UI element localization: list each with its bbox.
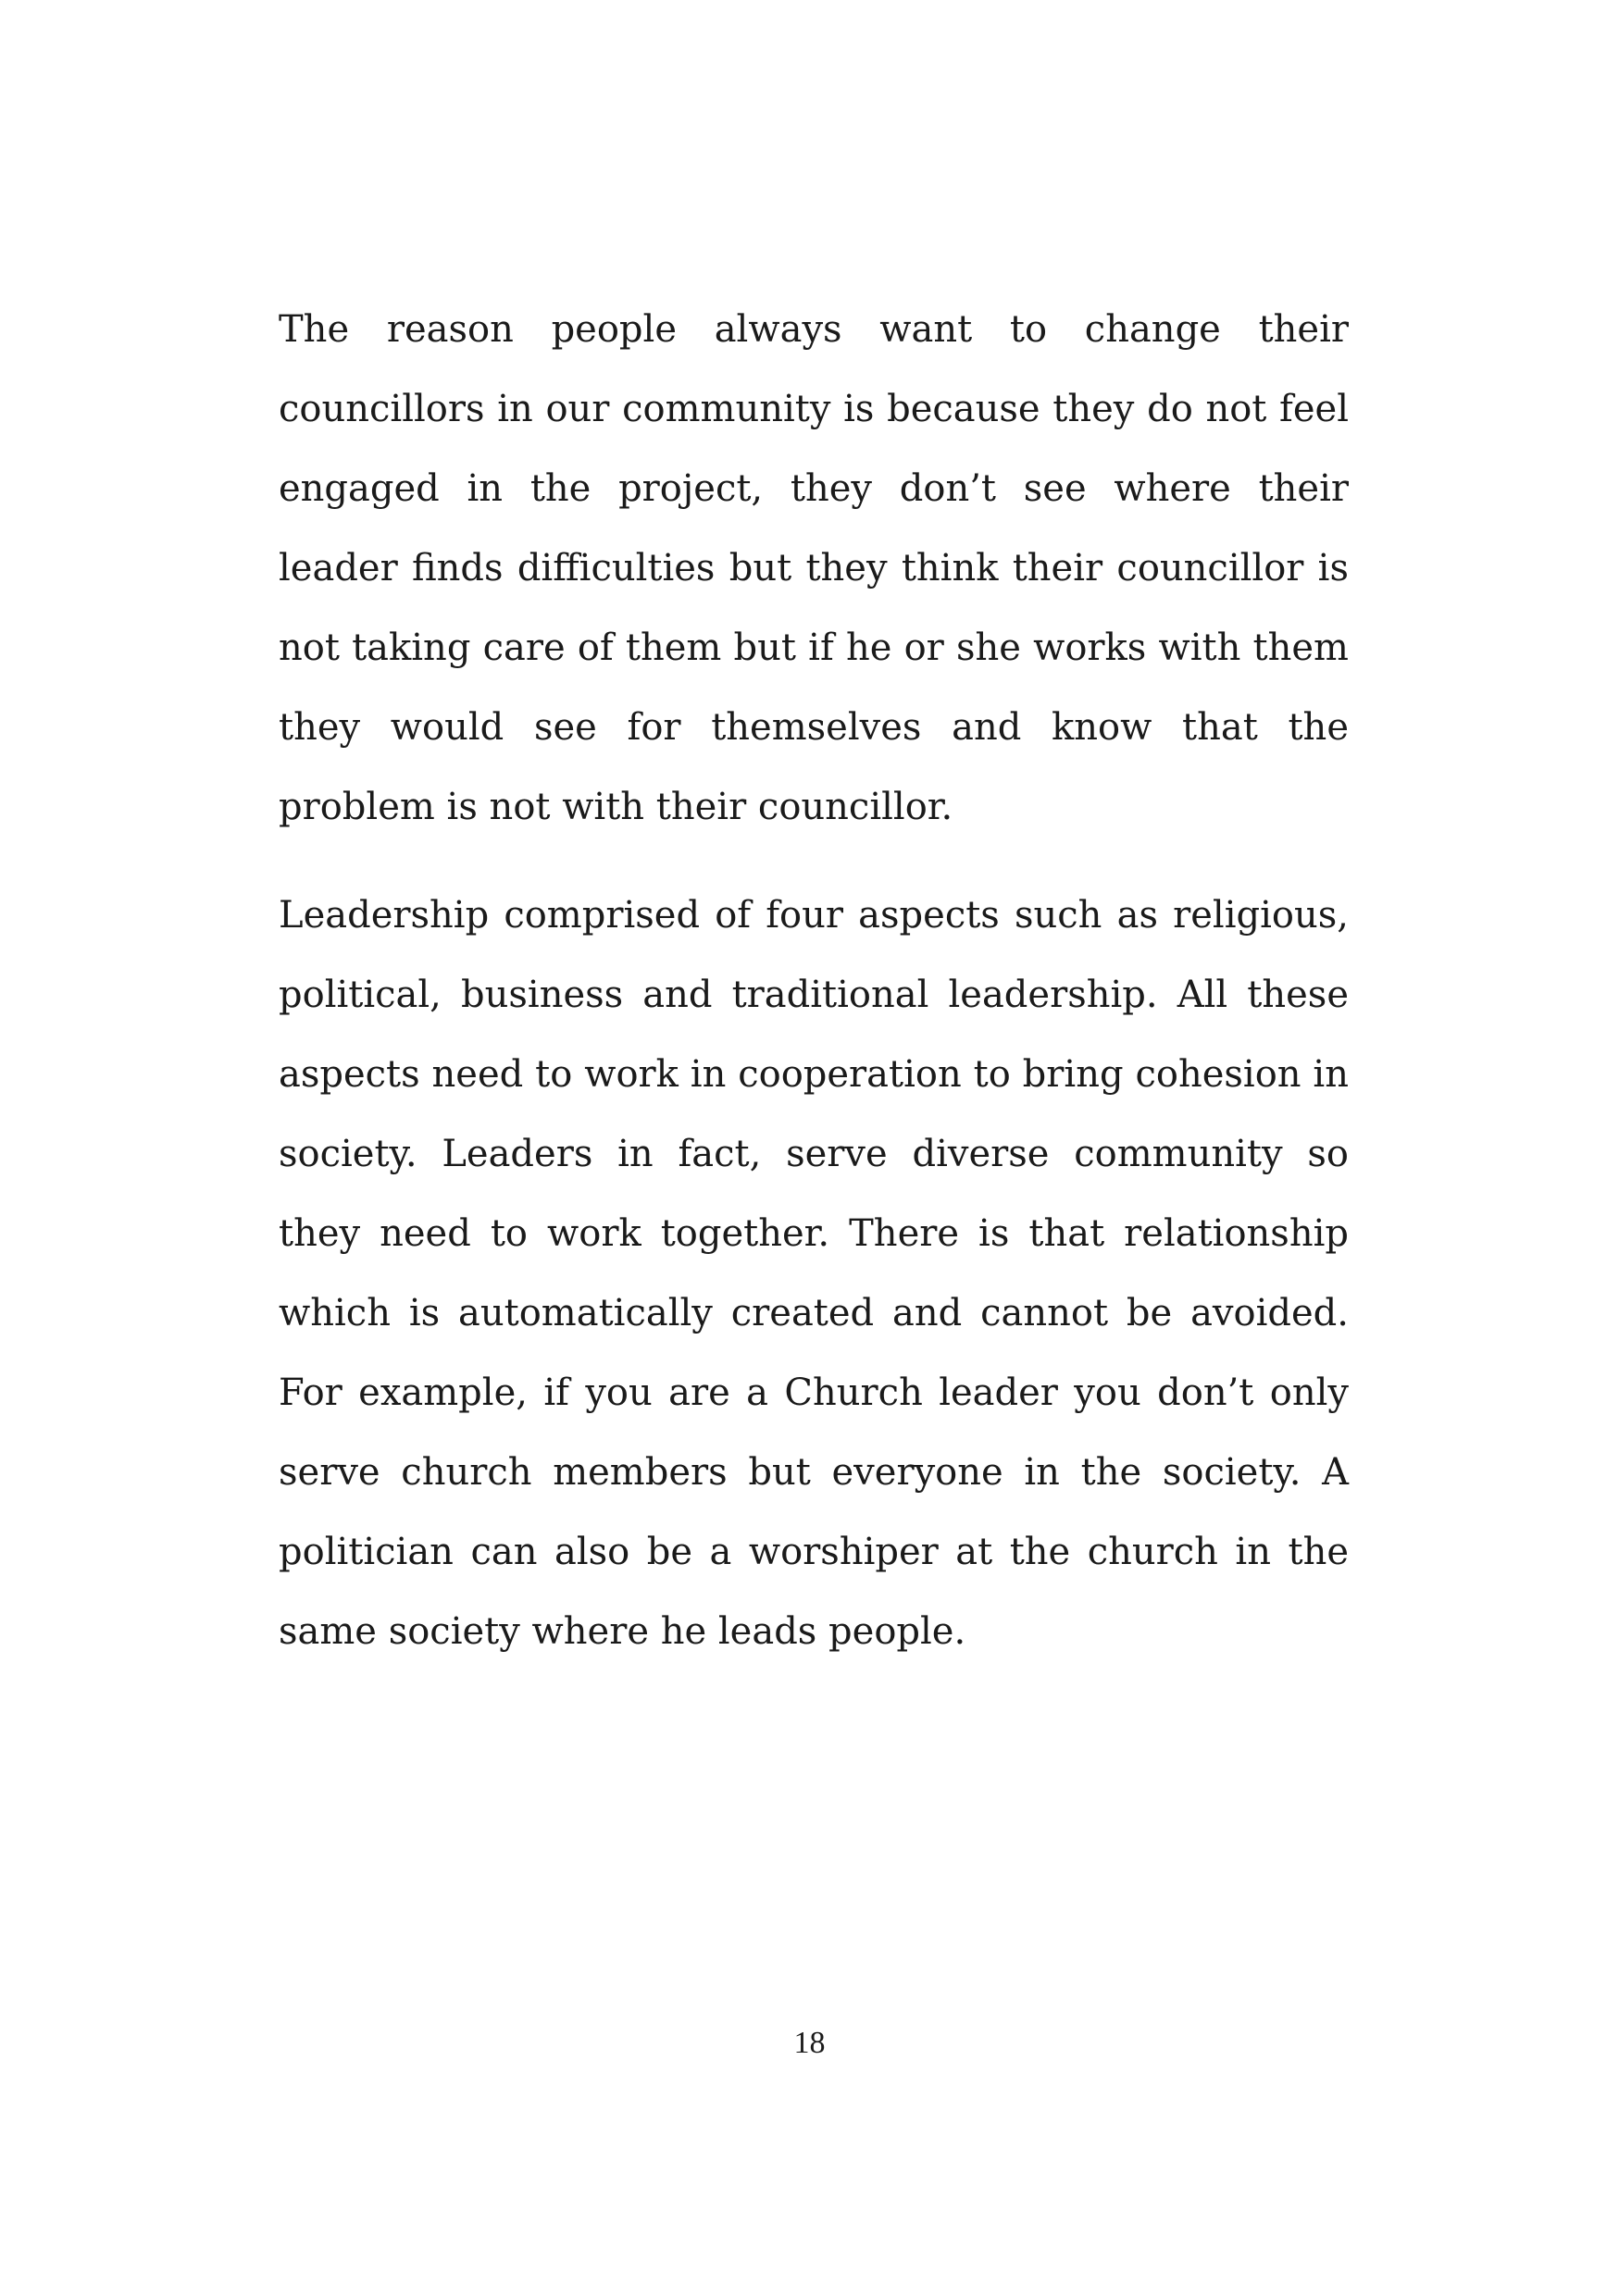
body-text bbox=[279, 290, 1349, 1671]
page-number: 18 bbox=[793, 2026, 826, 2060]
paragraph-2: Leadership comprised of four aspects such as religious, political, business and traditional leadership. All these aspects need to work in cooperation to bring cohesion in society. Leaders in fact, serve diverse community so they need to work together. There is that relationship which is automatically created and cannot be avoided. For example, if you are a Church leader you don’t only serve church members but everyone in the society. A politician can also be a worshiper at the church in the same society where he leads people. bbox=[279, 894, 1349, 1653]
paragraph-1: The reason people always want to change their councillors in our community is because they do not feel engaged in the project, they don’t see where their leader finds difficulties but they think their councillor is not taking care of them but if he or she works with them they would see for themselves and know that the problem is not with their councillor. bbox=[279, 308, 1349, 828]
